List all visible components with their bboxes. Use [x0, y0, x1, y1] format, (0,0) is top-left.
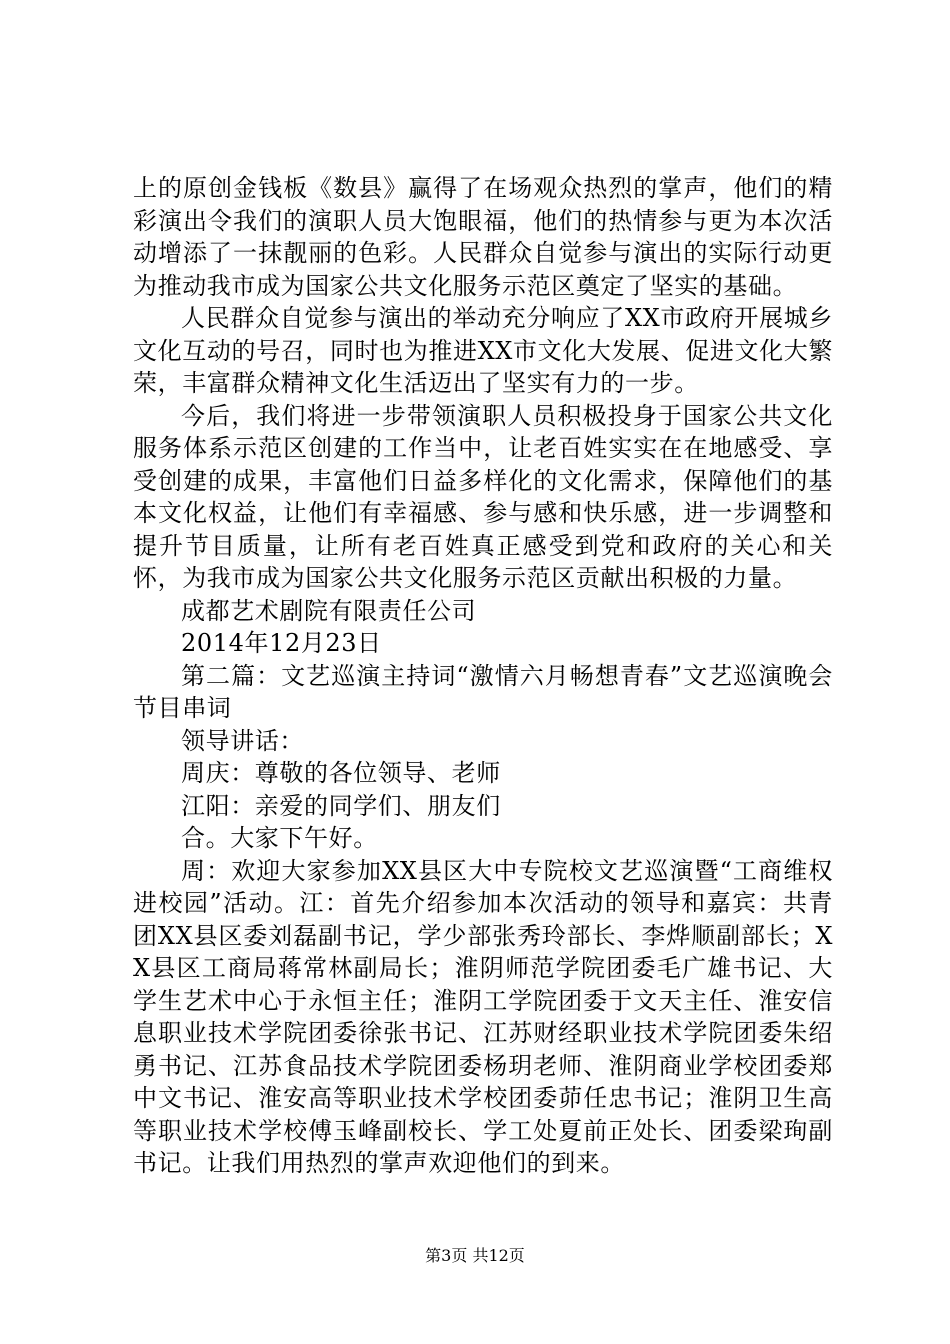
section-heading-second: 第二篇：文艺巡演主持词“激情六月畅想青春”文艺巡演晚会节目串词 — [133, 661, 833, 722]
paragraph-jiangyang: 江阳：亲爱的同学们、朋友们 — [181, 791, 501, 820]
signature-company: 成都艺术剧院有限责任公司 — [181, 596, 477, 625]
paragraph-together: 合。大家下午好。 — [181, 824, 378, 852]
signature-date: 2014年12月23日 — [181, 629, 382, 657]
paragraph-response: 人民群众自觉参与演出的举动充分响应了XX市政府开展城乡文化互动的号召，同时也为推进XX市文化大发展、促进文化大繁荣，丰富群众精神文化生活迈出了坚实有力的一步。 — [133, 304, 833, 397]
paragraph-welcome: 周：欢迎大家参加XX县区大中专院校文艺巡演暨“工商维权进校园”活动。江：首先介绍参加本次活动的领导和嘉宾：共青团XX县区委刘磊副书记，学少部张秀玲部长、李烨顺副部长；XX县区工商局蒋常林副局长；淮阴师范学院团委毛广雄书记、大学生艺术中心于永恒主任；淮阴工学院团委于文天主任、淮安信息职业技术学院团委徐张书记、江苏财经职业技术学院团委朱绍勇书记、江苏食品技术学院团委杨玥老师、淮阴商业学校团委郑中文书记、淮安高等职业技术学校团委茆任忠书记；淮阴卫生高等职业技术学校傅玉峰副校长、学工处夏前正处长、团委梁珣副书记。让我们用热烈的掌声欢迎他们的到来。 — [133, 856, 833, 1177]
page-number-footer: 第3页 共12页 — [425, 1246, 525, 1265]
paragraph-future: 今后，我们将进一步带领演职人员积极投身于国家公共文化服务体系示范区创建的工作当中，让老百姓实实在在地感受、享受创建的成果，丰富他们日益多样化的文化需求，保障他们的基本文化权益，让他们有幸福感、参与感和快乐感，进一步调整和提升节目质量，让所有老百姓真正感受到党和政府的关心和关怀，为我市成为国家公共文化服务示范区贡献出积极的力量。 — [133, 401, 833, 592]
paragraph-zhouqing: 周庆：尊敬的各位领导、老师 — [181, 759, 501, 787]
paragraph-leader-speech: 领导讲话： — [181, 726, 304, 755]
document-body — [133, 172, 833, 1180]
paragraph-continuation: 上的原创金钱板《数县》赢得了在场观众热烈的掌声，他们的精彩演出令我们的演职人员大饱眼福，他们的热情参与更为本次活动增添了一抹靓丽的色彩。人民群众自觉参与演出的实际行动更为推动我市成为国家公共文化服务示范区奠定了坚实的基础。 — [133, 174, 833, 300]
